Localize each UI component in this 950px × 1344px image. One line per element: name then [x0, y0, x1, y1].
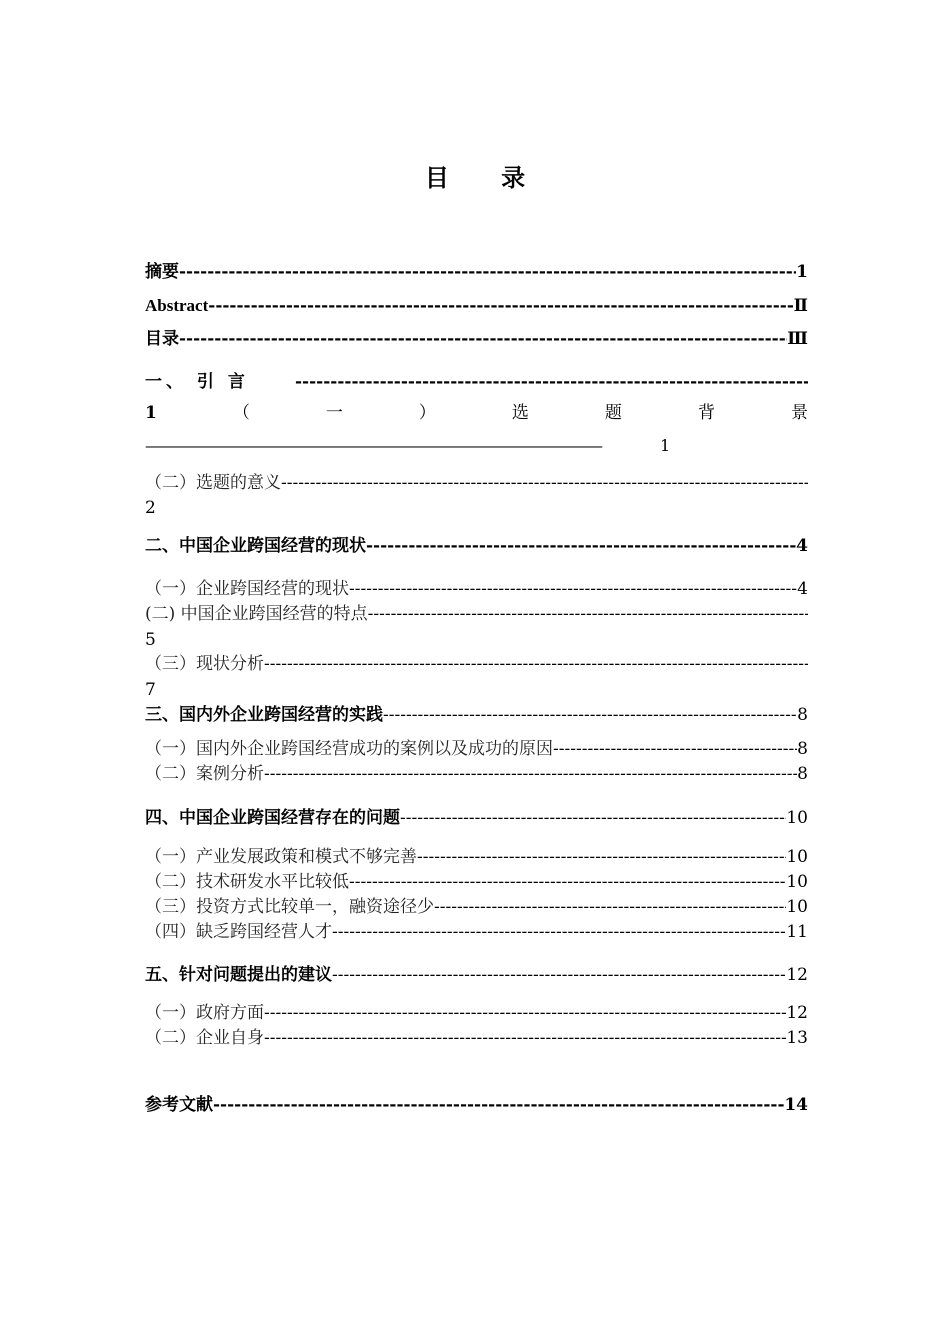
toc-leader [553, 737, 797, 761]
toc-entry-ch4-1[interactable] [145, 845, 808, 869]
toc-entry-ch4-3[interactable] [145, 895, 808, 919]
toc-entry-ch1-1-cont [145, 434, 671, 458]
toc-char: （ [232, 403, 250, 423]
toc-entry-ch5-1[interactable] [145, 1001, 808, 1025]
toc-entry-ch3[interactable] [145, 703, 808, 727]
toc-entry-abstract-en[interactable] [145, 294, 808, 318]
toc-entry-ch1-2[interactable] [145, 471, 808, 495]
toc-leader [179, 327, 787, 351]
toc-entry-ch5-2[interactable] [145, 1026, 808, 1050]
toc-page: 4 [797, 579, 808, 599]
toc-entry-ch1-1[interactable] [145, 401, 808, 425]
toc-leader [208, 294, 793, 318]
toc-label: （三）投资方式比较单一，融资途径少 [145, 897, 434, 917]
toc-entry-ch2-2[interactable] [145, 602, 808, 626]
toc-label: 二、中国企业跨国经营的现状 [145, 536, 366, 556]
toc-label: 一、 引 言 [145, 372, 249, 392]
toc-leader [349, 577, 797, 601]
toc-entry-ch4-4[interactable] [145, 920, 808, 944]
toc-char: ） [418, 403, 436, 423]
toc-leader: –––––––––––––––––––––––––––––––––––––––––––––––––––––––––––––––––––––––––––– [145, 436, 601, 455]
toc-entry-ch3-2[interactable] [145, 762, 808, 786]
toc-leader [400, 806, 786, 830]
toc-page: 8 [797, 739, 808, 759]
toc-char: 题 [604, 403, 622, 423]
toc-label: （二）企业自身 [145, 1028, 264, 1048]
toc-label: （三）现状分析 [145, 654, 264, 674]
toc-leader [349, 870, 786, 894]
toc-label: （一）企业跨国经营的现状 [145, 579, 349, 599]
toc-label: （二）案例分析 [145, 764, 264, 784]
toc-label: Abstract [145, 296, 209, 315]
toc-page: 13 [786, 1028, 808, 1048]
toc-leader [264, 1026, 786, 1050]
toc-entry-contents[interactable] [145, 327, 808, 351]
toc-page-wrap: 2 [145, 498, 156, 518]
toc-label: （四）缺乏跨国经营人才 [145, 922, 332, 942]
toc-char: 一 [325, 403, 343, 423]
toc-label: （一）国内外企业跨国经营成功的案例以及成功的原因 [145, 739, 553, 759]
toc-label: 五、针对问题提出的建议 [145, 965, 332, 985]
toc-label: 四、中国企业跨国经营存在的问题 [145, 808, 400, 828]
toc-page: 12 [786, 965, 808, 985]
toc-entry-ch2-3[interactable] [145, 652, 808, 676]
toc-page: 1 [796, 262, 808, 282]
toc-page: 4 [796, 536, 808, 556]
toc-label: 参考文献 [145, 1095, 213, 1115]
toc-page: 1 [660, 436, 672, 455]
toc-page: 12 [786, 1003, 808, 1023]
toc-leader [383, 703, 797, 727]
toc-entry-ch3-1[interactable] [145, 737, 808, 761]
toc-page: 10 [786, 897, 808, 917]
toc-leader [264, 762, 797, 786]
toc-leader [281, 471, 808, 495]
toc-entry-ch2[interactable] [145, 534, 808, 558]
toc-char: 景 [790, 403, 808, 423]
toc-leader [417, 845, 786, 869]
toc-label: 摘要 [145, 262, 179, 282]
toc-leader [264, 652, 808, 676]
toc-label: （二）技术研发水平比较低 [145, 872, 349, 892]
toc-leader [332, 963, 786, 987]
toc-entry-ch1[interactable] [145, 370, 808, 394]
toc-char: 背 [697, 403, 715, 423]
toc-page: 8 [797, 764, 808, 784]
toc-entry-references[interactable] [145, 1093, 808, 1117]
toc-entry-abstract-cn[interactable] [145, 260, 808, 284]
toc-entry-ch5[interactable] [145, 963, 808, 987]
toc-page: Ⅲ [787, 329, 808, 349]
toc-leader [179, 260, 796, 284]
toc-leader [332, 920, 786, 944]
toc-leader [295, 370, 808, 394]
toc-page: 14 [784, 1095, 808, 1115]
toc-page: 10 [786, 872, 808, 892]
toc-page-wrap: 7 [145, 680, 156, 700]
toc-leader [264, 1001, 786, 1025]
toc-page: 8 [797, 705, 808, 725]
toc-entry-ch4-2[interactable] [145, 870, 808, 894]
toc-page: 10 [786, 847, 808, 867]
toc-label: （一）产业发展政策和模式不够完善 [145, 847, 417, 867]
toc-char: 选 [511, 403, 529, 423]
toc-leader [434, 895, 786, 919]
toc-page: 11 [786, 922, 808, 942]
toc-label: 三、国内外企业跨国经营的实践 [145, 705, 383, 725]
toc-label: 目录 [145, 329, 179, 349]
toc-label: （一）政府方面 [145, 1003, 264, 1023]
toc-page: 10 [786, 808, 808, 828]
page-title: 目 录 [424, 164, 548, 192]
toc-leader [366, 534, 796, 558]
toc-leader [213, 1093, 784, 1117]
toc-number: 1 [145, 403, 157, 423]
toc-page: Ⅱ [793, 296, 808, 316]
toc-leader [368, 602, 808, 626]
toc-label: （二）选题的意义 [145, 473, 281, 493]
toc-page-wrap: 5 [145, 630, 156, 650]
toc-label: (二) 中国企业跨国经营的特点 [145, 604, 368, 624]
toc-entry-ch4[interactable] [145, 806, 808, 830]
toc-entry-ch2-1[interactable] [145, 577, 808, 601]
